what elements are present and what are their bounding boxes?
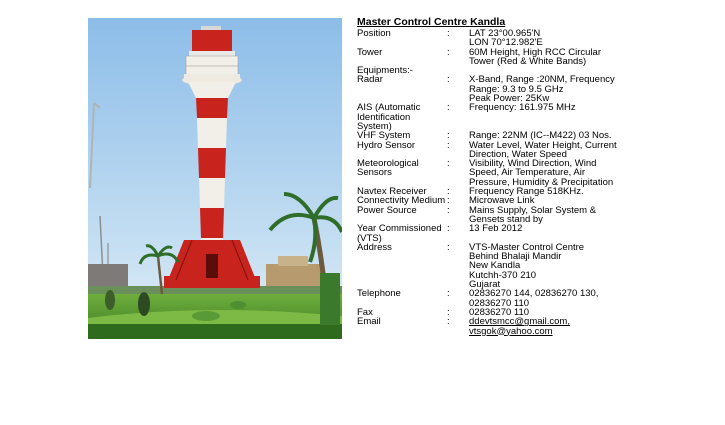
field-label: Position (357, 28, 391, 39)
field-value (469, 103, 717, 131)
field-value-line: 02836270 110 (469, 306, 530, 318)
field-label: Radar (357, 74, 383, 86)
field-value (469, 224, 717, 243)
field-label: Year Commissioned (VTS) (357, 223, 442, 244)
field-separator: : (447, 288, 450, 300)
field-value-line: LON 70°12.982'E (469, 37, 543, 49)
field-label: Equipments:- (357, 65, 413, 77)
field-separator: : (447, 316, 450, 328)
info-row (357, 141, 717, 160)
info-row (357, 159, 717, 187)
field-separator: : (447, 46, 450, 58)
field-value-line: Tower (Red & White Bands) (469, 55, 587, 67)
field-separator: : (447, 186, 450, 198)
field-value (469, 141, 717, 160)
field-label: Meteorological Sensors (357, 158, 419, 179)
field-separator: : (447, 241, 450, 253)
field-separator: : (447, 74, 450, 86)
field-label: Power Source (357, 204, 417, 216)
field-value-line: Mains Supply, Solar System & (469, 204, 597, 216)
info-row (357, 103, 717, 131)
field-value-line: Gensets stand by (469, 213, 543, 225)
field-value-line: 13 Feb 2012 (469, 223, 523, 235)
field-separator: : (447, 306, 450, 318)
page-title: Master Control Centre Kandla (357, 16, 506, 28)
lighthouse-photo (88, 18, 342, 339)
field-label: Telephone (357, 288, 401, 300)
field-value (469, 206, 717, 225)
field-value-line: Frequency Range 518KHz. (469, 186, 584, 198)
field-separator: : (447, 158, 450, 170)
field-value-line: Kutchh-370 210 (469, 269, 537, 281)
field-value (469, 159, 717, 187)
field-label: Address (357, 241, 392, 253)
field-value-line: Behind Bhalaji Mandir (469, 251, 562, 263)
field-value-line: Pressure, Humidity & Precipitation (469, 176, 614, 188)
field-value-line: Direction, Water Speed (469, 148, 567, 160)
field-value-line: VTS-Master Control Centre (469, 241, 585, 253)
field-value-line: Range: 22NM (IC--M422) 03 Nos. (469, 130, 612, 142)
info-table (357, 29, 717, 336)
field-value-line: Frequency: 161.975 MHz (469, 102, 576, 114)
field-separator (447, 66, 469, 75)
field-value (469, 29, 717, 48)
email-link[interactable]: vtsgok@yahoo.com (469, 325, 553, 337)
field-value-line: 60M Height, High RCC Circular (469, 46, 601, 58)
field-value (469, 289, 717, 308)
info-row (357, 75, 717, 103)
field-label: Hydro Sensor (357, 139, 416, 151)
field-separator: : (447, 102, 450, 114)
field-label: Fax (357, 306, 373, 318)
field-label: Tower (357, 46, 383, 58)
info-row (357, 289, 717, 308)
field-value-line: Microwave Link (469, 195, 535, 207)
info-row (357, 317, 717, 336)
field-value-line: Gujarat (469, 279, 501, 291)
field-value (469, 48, 717, 67)
field-separator: : (447, 204, 450, 216)
info-row (357, 224, 717, 243)
field-value-line: Speed, Air Temperature, Air (469, 167, 585, 179)
field-value-line: Water Level, Water Height, Current (469, 139, 617, 151)
field-value-line: Peak Power: 25Kw (469, 93, 550, 105)
field-value-line: New Kandla (469, 260, 521, 272)
field-value-line: Visibility, Wind Direction, Wind (469, 158, 597, 170)
field-separator: : (447, 195, 450, 207)
info-row (357, 243, 717, 289)
field-separator: : (447, 28, 450, 39)
field-value-line: Range: 9.3 to 9.5 GHz (469, 83, 564, 95)
field-value (469, 243, 717, 289)
info-panel (357, 17, 717, 336)
field-label: VHF System (357, 130, 411, 142)
field-separator: : (447, 139, 450, 151)
field-value (469, 75, 717, 103)
field-value-line: 02836270 110 (469, 297, 530, 309)
field-value-line: X-Band, Range :20NM, Frequency (469, 74, 615, 86)
info-row (357, 29, 717, 48)
field-separator: : (447, 223, 450, 235)
info-row (357, 206, 717, 225)
field-separator: : (447, 130, 450, 142)
field-value-line: 02836270 144, 02836270 130, (469, 288, 599, 300)
email-link[interactable]: ddevtsmcc@gmail.com, (469, 316, 570, 328)
field-value-line: LAT 23°00.965'N (469, 28, 541, 39)
field-label: AIS (Automatic Identification System) (357, 102, 421, 132)
field-label: Navtex Receiver (357, 186, 427, 198)
field-value (469, 317, 717, 336)
field-label: Connectivity Medium (357, 195, 446, 207)
field-label: Email (357, 316, 381, 328)
info-row (357, 48, 717, 67)
